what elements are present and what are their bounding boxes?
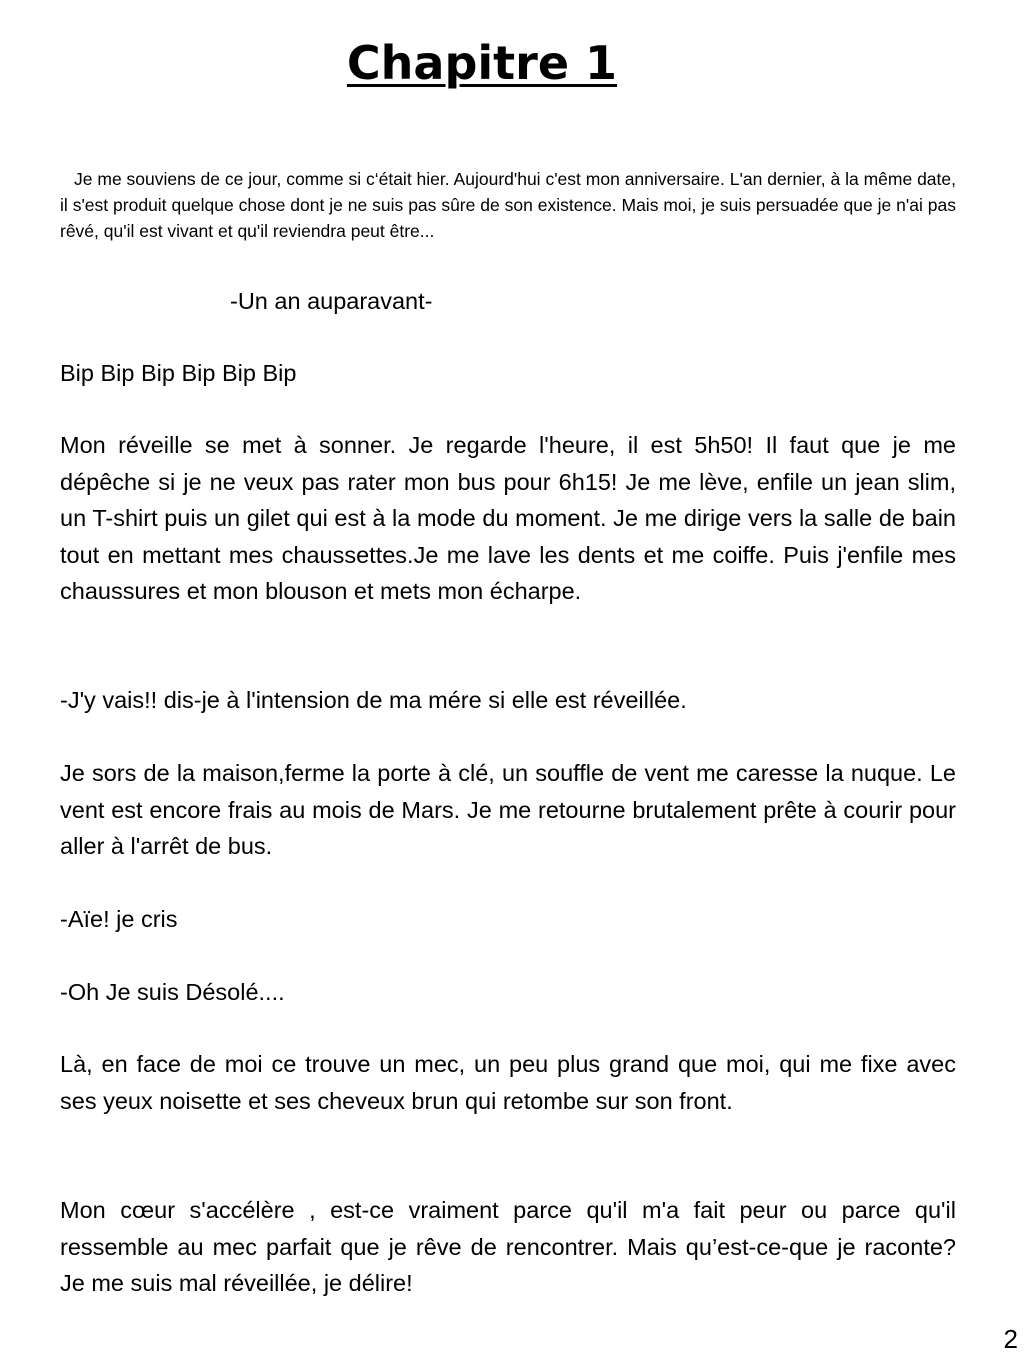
page-number: 2: [1003, 1324, 1018, 1354]
story-paragraph-outside: Je sors de la maison,ferme la porte à clé, un souffle de vent me caresse la nuque. Le vent est encore frais au mois de Mars. Je me retourne brutalement prête à courir pour aller à l'arrêt de bus.: [60, 760, 956, 859]
story-paragraph-leaving: -J'y vais!! dis-je à l'intension de ma mére si elle est réveillée.: [60, 687, 687, 713]
intro-paragraph: Je me souviens de ce jour, comme si c‘était hier. Aujourd'hui c'est mon anniversaire. L'an dernier, à la même date, il s'est produit quelque chose dont je ne suis pas sûre de son existence. Mais moi, je suis persuadée que je n'ai pas rêvé, qu'il est vivant et qu'il reviendra peut être...: [60, 169, 956, 241]
story-paragraph-encounter: Là, en face de moi ce trouve un mec, un peu plus grand que moi, qui me fixe avec ses yeux noisette et ses cheveux brun qui retombe sur son front.: [60, 1051, 956, 1114]
chapter-title: Chapitre 1: [346, 36, 618, 90]
story-paragraph-ouch: -Aïe! je cris: [60, 906, 178, 932]
story-paragraph-morning-routine: Mon réveille se met à sonner. Je regarde l'heure, il est 5h50! Il faut que je me dépêche si je ne veux pas rater mon bus pour 6h15! Je me lève, enfile un jean slim, un T-shirt puis un gilet qui est à la mode du moment. Je me dirige vers la salle de bain tout en mettant mes chaussettes.Je me lave les dents et me coiffe. Puis j'enfile mes chaussures et mon blouson et mets mon écharpe.: [60, 432, 956, 604]
flashback-heading: -Un an auparavant-: [230, 288, 433, 314]
story-paragraph-alarm-sound: Bip Bip Bip Bip Bip Bip: [60, 360, 297, 386]
story-paragraph-apology: -Oh Je suis Désolé....: [60, 979, 285, 1005]
story-paragraph-heartbeat: Mon cœur s'accélère , est-ce vraiment parce qu'il m'a fait peur ou parce qu'il ressemble au mec parfait que je rêve de rencontrer. Mais qu’est-ce-que je raconte? Je me suis mal réveillée, je délire!: [60, 1197, 956, 1296]
